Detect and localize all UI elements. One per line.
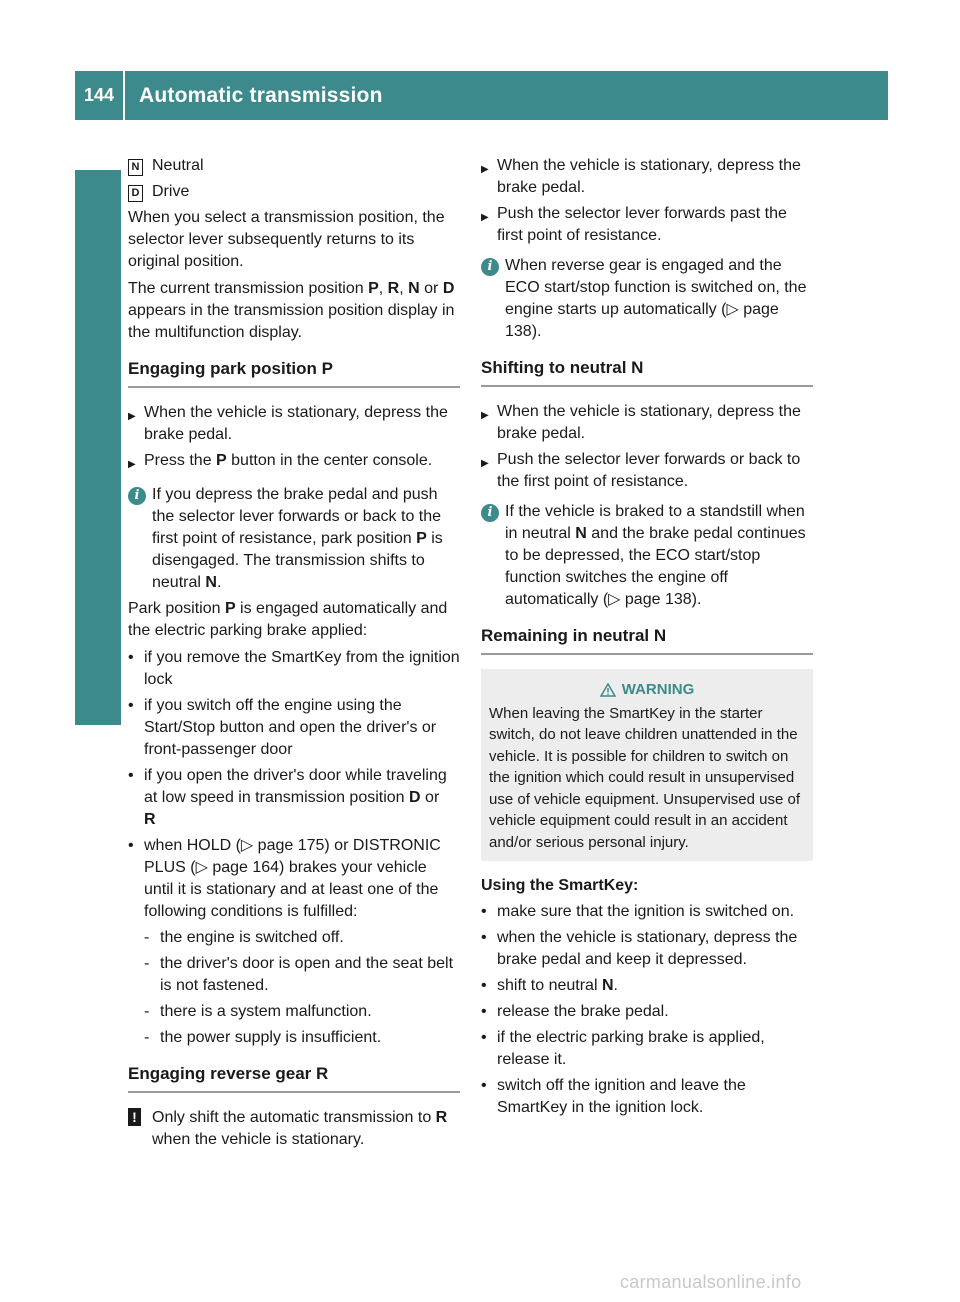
gear-label: Drive [152,183,190,200]
step: ▶ When the vehicle is stationary, depress the brake pedal. [128,402,460,446]
section-heading: Engaging reverse gear R [128,1063,460,1093]
paragraph: The current transmission position P, R, N or D appears in the transmission position display in the multifunction display. [128,280,455,341]
list-item: • shift to neutral N. [481,975,813,997]
list-item: • make sure that the ignition is switched on. [481,901,813,923]
warning-text: When leaving the SmartKey in the starter switch, do not leave children unattended in the vehicle. It is possible for children to switch on the ignition which could result in unsupervised use of vehicle equipment. Unsupervised use of vehicle equipment could result in an accident and/or serious personal injury. [489,704,801,851]
warning-box [481,669,813,861]
bullet-icon: • [481,1029,487,1046]
bullet-icon: • [481,1003,487,1020]
paragraph: When you select a transmission position, the selector lever subsequently returns to its original position. [128,209,445,270]
info-note: i If the vehicle is braked to a standstill when in neutral N and the brake pedal continues to be depressed, the ECO start/stop function switches the engine off automatically (▷ page 138). [481,501,813,611]
section-heading: Remaining in neutral N [481,625,813,655]
gear-item-drive [128,181,460,203]
list-item: • if the electric parking brake is applied, release it. [481,1027,813,1071]
page-number: 144 [75,71,125,120]
step: ▶ Push the selector lever forwards or back to the first point of resistance. [481,449,813,493]
dash-icon: - [144,929,150,946]
page-title: Automatic transmission [139,83,383,107]
sub-list-item: - there is a system malfunction. [128,1001,460,1023]
exclamation-icon: ! [128,1108,141,1126]
gear-d-icon: D [128,185,143,202]
bullet-icon: • [128,649,134,666]
info-icon: i [481,258,499,276]
step-arrow-icon: ▶ [128,411,136,422]
bullet-icon: • [481,1077,487,1094]
section-heading: Engaging park position P [128,358,460,388]
right-column [481,155,813,1123]
bullet-icon: • [481,977,487,994]
left-column [128,155,460,1155]
info-note: i When reverse gear is engaged and the ECO start/stop function is switched on, the engine starts up automatically (▷ page 138). [481,255,813,343]
dash-icon: - [144,955,150,972]
gear-label: Neutral [152,157,204,174]
bullet-icon: • [128,697,134,714]
list-item: • switch off the ignition and leave the SmartKey in the ignition lock. [481,1075,813,1119]
step-arrow-icon: ▶ [481,410,489,421]
sub-list-item: - the power supply is insufficient. [128,1027,460,1049]
bullet-icon: • [128,837,134,854]
list-item: • when the vehicle is stationary, depress the brake pedal and keep it depressed. [481,927,813,971]
sub-list-item: - the driver's door is open and the seat belt is not fastened. [128,953,460,997]
subheading: Using the SmartKey: [481,877,639,894]
bullet-icon: • [481,903,487,920]
step: ▶ Push the selector lever forwards past the first point of resistance. [481,203,813,247]
list-item: • if you remove the SmartKey from the ignition lock [128,647,460,691]
bullet-icon: • [481,929,487,946]
info-note: i If you depress the brake pedal and push the selector lever forwards or back to the first point of resistance, park position P is disengaged. The transmission shifts to neutral N. [128,484,460,594]
paragraph: Park position P is engaged automatically and the electric parking brake applied: [128,600,448,639]
section-side-label: Driving and parking [98,494,121,692]
bullet-icon: • [128,767,134,784]
section-heading: Shifting to neutral N [481,357,813,387]
step-arrow-icon: ▶ [481,164,489,175]
list-item: • when HOLD (▷ page 175) or DISTRONIC PLUS (▷ page 164) brakes your vehicle until it is stationary and at least one of the following conditions is fulfilled: [128,835,460,923]
warning-triangle-icon [600,683,616,697]
step-arrow-icon: ▶ [128,459,136,470]
warning-header [489,679,805,701]
dash-icon: - [144,1003,150,1020]
gear-item-neutral [128,155,460,177]
list-item: • if you open the driver's door while traveling at low speed in transmission position D or R [128,765,460,831]
step: ▶ Press the P button in the center console. [128,450,460,476]
list-item: • if you switch off the engine using the Start/Stop button and open the driver's or front-passenger door [128,695,460,761]
dash-icon: - [144,1029,150,1046]
step: ▶ When the vehicle is stationary, depress the brake pedal. [481,155,813,199]
gear-n-icon: N [128,159,143,176]
step-arrow-icon: ▶ [481,212,489,223]
warning-title: WARNING [621,681,695,698]
watermark: carmanualsonline.info [620,1272,802,1292]
list-item: • release the brake pedal. [481,1001,813,1023]
info-icon: i [481,504,499,522]
sub-list-item: - the engine is switched off. [128,927,460,949]
caution-note: ! Only shift the automatic transmission to R when the vehicle is stationary. [128,1107,460,1151]
step: ▶ When the vehicle is stationary, depress the brake pedal. [481,401,813,445]
step-arrow-icon: ▶ [481,458,489,469]
page-header [75,71,888,120]
info-icon: i [128,487,146,505]
